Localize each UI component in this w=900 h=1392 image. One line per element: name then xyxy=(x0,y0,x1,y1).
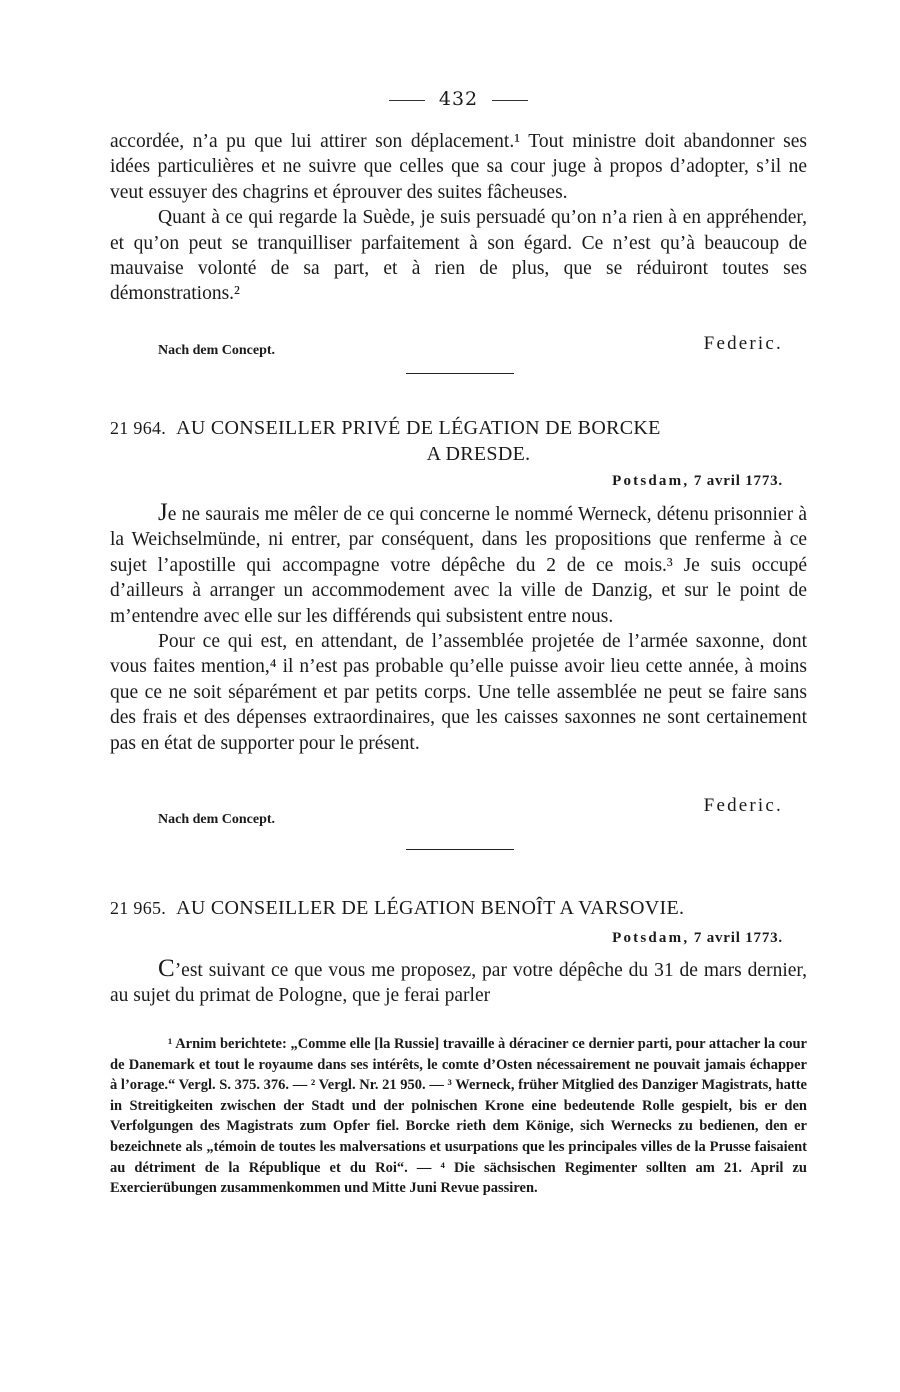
letter-paragraph-text: ’est suivant ce que vous me proposez, par votre dépêche du 31 de mars dernier, au sujet du primat de Pologne, que je ferai parler xyxy=(110,960,807,1007)
page-number-line xyxy=(110,88,807,110)
letter-place: Potsdam, xyxy=(612,473,690,489)
letter-paragraph xyxy=(110,500,807,629)
section-divider xyxy=(406,849,514,850)
previous-letter-paragraph: Quant à ce qui regarde la Suède, je suis persuadé qu’on n’a rien à en appréhender, et qu’on peut se tranquilliser parfaitement à son égard. Ce n’est qu’à beaucoup de mauvaise volonté de sa part, et à rien de plus, que se réduiront toutes ses démonstrations.² xyxy=(110,207,807,305)
letter-place: Potsdam, xyxy=(612,930,690,946)
letter-title: AU CONSEILLER DE LÉGATION BENOÎT A VARSOVIE. xyxy=(176,897,685,919)
letter-heading xyxy=(110,895,807,921)
letter-heading-line1 xyxy=(110,895,807,921)
footnotes xyxy=(110,1034,807,1199)
letter-body xyxy=(110,500,807,756)
book-page xyxy=(110,0,807,1392)
previous-letter-body xyxy=(110,129,807,307)
letter-dateline xyxy=(612,473,783,490)
page-number: 432 xyxy=(438,88,479,110)
letter-body xyxy=(110,956,807,1009)
source-note: Nach dem Concept. xyxy=(158,343,276,358)
letter-date: 7 avril 1773. xyxy=(693,930,783,946)
letter-dateline xyxy=(612,930,783,947)
letter-heading-line1 xyxy=(110,415,807,441)
signature: Federic. xyxy=(703,795,783,816)
letter-title-line2: A DRESDE. xyxy=(426,443,531,465)
source-note: Nach dem Concept. xyxy=(158,812,276,827)
previous-letter-paragraph: accordée, n’a pu que lui attirer son déplacement.¹ Tout ministre doit abandonner ses idées particulières et ne suivre que celles que sa cour juge à propos d’adopter, s’il ne veut essuyer des chagrins et éprouver des suites fâcheuses. xyxy=(110,131,807,203)
letter-number: 21 965. xyxy=(110,898,167,918)
signature: Federic. xyxy=(703,333,783,354)
drop-cap: C xyxy=(158,955,175,982)
footnotes-text: ¹ Arnim berichtete: „Comme elle [la Russie] travaille à déraciner ce dernier parti, pour attacher la cour de Danemark et tout le royaume dans ses intérêts, le comte d’Osten nécessairement ne pouvait jamais échapper à l’orage.“ Vergl. S. 375. 376. — ² Vergl. Nr. 21 950. — ³ Werneck, früher Mitglied des Danziger Magistrats, hatte in Streitigkeiten zwischen der Stadt und der polnischen Krone eine bedeutende Rolle gespielt, bis er den Verfolgungen des Magistrats zum Opfer fiel. Borcke rieth dem Könige, sich Wernecks zu bedienen, den er bezeichnete als „témoin de toutes les malversations et usurpations que les principales villes de la Prusse faisaient au détriment de la République et du Roi“. — ⁴ Die sächsischen Regimenter sollten am 21. April zu Exercierübungen zusammenkommen und Mitte Juni Revue passiren. xyxy=(110,1036,807,1197)
page-number-right-rule xyxy=(492,100,528,101)
section-divider xyxy=(406,373,514,374)
letter-paragraph-text: e ne saurais me mêler de ce qui concerne le nommé Werneck, détenu prisonnier à la Weichselmünde, ni entrer, par conséquent, dans les propositions que renferme à ce sujet l’apostille qui accompagne votre dépêche du 2 de ce mois.³ Je suis occupé d’ailleurs à arranger un accommodement avec la ville de Danzig, et sur le point de m’entendre avec elle sur les différends qui subsistent entre nous. xyxy=(110,504,807,627)
letter-paragraph xyxy=(110,956,807,1009)
letter-heading xyxy=(110,415,807,467)
drop-cap: J xyxy=(158,499,168,526)
letter-number: 21 964. xyxy=(110,418,167,438)
letter-title: AU CONSEILLER PRIVÉ DE LÉGATION DE BORCKE xyxy=(176,417,661,439)
page-number-left-rule xyxy=(389,100,425,101)
letter-date: 7 avril 1773. xyxy=(693,473,783,489)
letter-paragraph: Pour ce qui est, en attendant, de l’assemblée projetée de l’armée saxonne, dont vous faites mention,⁴ il n’est pas probable qu’elle puisse avoir lieu cette année, à moins que ce ne soit séparément et par petits corps. Une telle assemblée ne peut se faire sans des frais et des dépenses extraordinaires, que les caisses saxonnes ne sont certainement pas en état de supporter pour le présent. xyxy=(110,631,807,754)
